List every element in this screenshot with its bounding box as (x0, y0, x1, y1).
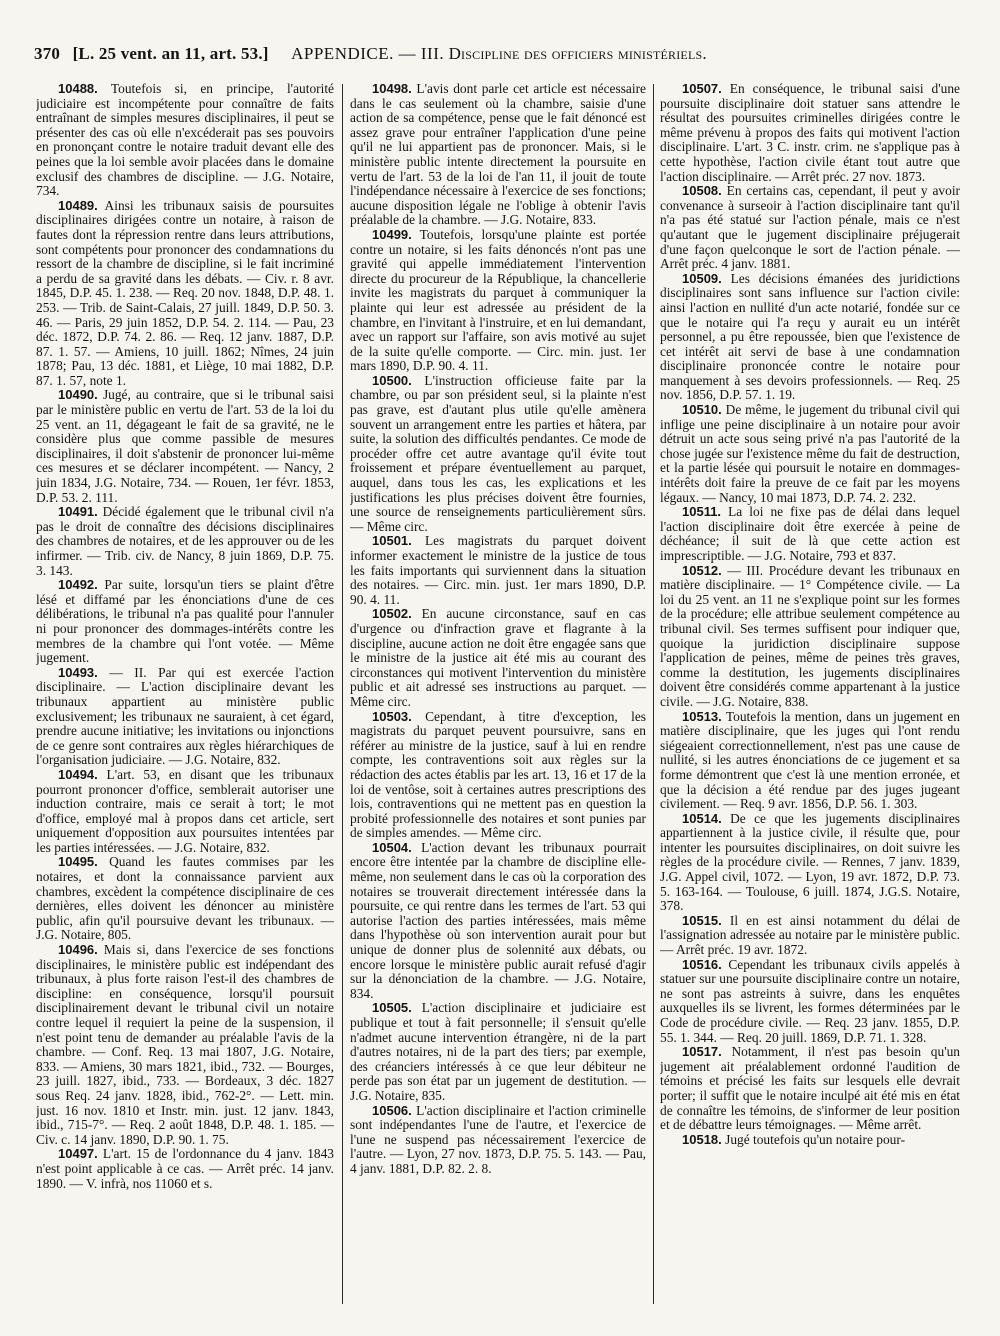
paragraph (36, 1147, 334, 1191)
paragraph-number: 10518. (682, 1131, 722, 1147)
paragraph (660, 82, 960, 184)
paragraph-number: 10509. (682, 270, 722, 286)
paragraph-number: 10506. (372, 1102, 412, 1118)
paragraph (660, 505, 960, 563)
paragraph-number: 10490. (58, 387, 98, 403)
law-reference: [L. 25 vent. an 11, art. 53.] (72, 44, 269, 63)
paragraph (36, 505, 334, 578)
paragraph-text: — II. Par qui est exercée l'action disciplinaire. — L'action disciplinaire devant les tribunaux appartient au ministère public exclusivement; les tribunaux ne sauraient, à cet égard, prendre aucune initiative; les invitations ou injonctions de ce genre sont contraires aux règles hiérarchiques de l'organisation judiciaire. — J.G. Notaire, 832. (36, 664, 334, 768)
paragraph-text: En aucune circonstance, sauf en cas d'urgence ou d'infraction grave et flagrante à la discipline, aucune action ne doit être engagée sans que le ministre de la justice ait été mis au courant des circonstances qui motivent l'intervention du ministère public et ait adressé ses instructions au parquet. — Même circ. (350, 606, 646, 709)
paragraph-number: 10516. (682, 956, 722, 972)
paragraph-number: 10504. (372, 839, 412, 855)
paragraph (660, 710, 960, 812)
paragraph (36, 855, 334, 943)
paragraph-number: 10508. (682, 183, 722, 199)
paragraph-text: — III. Procédure devant les tribunaux en matière disciplinaire. — 1° Compétence civile. — La loi du 25 vent. an 11 ne s'explique point sur les formes de la procédure; elle attribue seulement compétence au tribunal civil. Ses termes suffisent pour indiquer que, quoique la juridiction disciplinaire suppose l'application de peines, même de peines très graves, comme la destitution, les jugements disciplinaires doivent être considérés comme appartenant à la justice civile. — J.G. Notaire, 838. (660, 562, 960, 709)
text-column-right (660, 82, 960, 1322)
paragraph-text: Par suite, lorsqu'un tiers se plaint d'être lésé et diffamé par les énonciations d'une de ces délibérations, le tribunal n'a pas qualité pour l'annuler ni pour prononcer des dommages-intérêts contre les membres de la chambre qui l'ont votée. — Même jugement. (36, 577, 334, 666)
paragraph-text: Jugé toutefois qu'un notaire pour- (725, 1131, 906, 1147)
paragraph (36, 666, 334, 768)
paragraph-number: 10510. (682, 402, 722, 418)
page-header (34, 44, 974, 70)
paragraph (350, 841, 646, 1002)
paragraph-number: 10488. (58, 82, 98, 96)
paragraph-number: 10512. (682, 562, 722, 578)
paragraph-text: De même, le jugement du tribunal civil qui inflige une peine disciplinaire à un notaire pour avoir détruit un acte sous seing privé n'a pas l'autorité de la chose jugée sur l'existence même du fait de destruction, et la partie lésée qui poursuit le notaire en dommages-intérêts doit faire la preuve de ce fait par les moyens légaux. — Nancy, 10 mai 1873, D.P. 74. 2. 232. (660, 402, 960, 505)
paragraph-text: La loi ne fixe pas de délai dans lequel l'action disciplinaire doit être exercée à peine de déchéance; il suit de là que cette action est imprescriptible. — J.G. Notaire, 793 et 837. (660, 504, 960, 563)
paragraph-number: 10507. (682, 82, 722, 96)
paragraph-text: Toutefois la mention, dans un jugement en matière disciplinaire, que les juges qui l'ont rendu siégeaient correctionnellement, n'est pas une cause de nullité, si les autres énonciations de ce jugement et sa forme démontrent que c'est là une mention erronée, et que la décision a été rendue par des juges jugeant civilement. — Req. 9 avr. 1856, D.P. 56. 1. 303. (660, 708, 960, 812)
text-column-left (36, 82, 334, 1322)
paragraph-number: 10517. (682, 1044, 722, 1060)
paragraph-number: 10496. (58, 942, 98, 958)
paragraph-number: 10515. (682, 912, 722, 928)
paragraph (350, 1104, 646, 1177)
paragraph (660, 272, 960, 403)
paragraph-number: 10498. (372, 82, 412, 96)
paragraph (36, 768, 334, 856)
page-subtitle: Discipline des officiers ministériels. (448, 44, 707, 63)
paragraph-text: Les magistrats du parquet doivent informer exactement le ministre de la justice de tous les faits importants qui surviennent dans la situation des notaires. — Circ. min. just. 1er mars 1890, D.P. 90. 4. 11. (350, 533, 646, 607)
paragraph-text: L'action devant les tribunaux pourrait encore être intentée par la chambre de discipline elle-même, non seulement dans le cas où la corporation des notaires se trouverait directement intéressée dans la poursuite, ce qui rentre dans les termes de l'art. 53 qui autorise l'action des parties intéressées, mais même dans l'hypothèse où son intervention aurait pour but unique de donner plus de solennité aux débats, ou encore lorsque le ministère public aurait refusé d'agir sur la dénonciation de la chambre. — J.G. Notaire, 834. (350, 839, 646, 1001)
paragraph-text: De ce que les jugements disciplinaires appartiennent à la justice civile, il résulte que, pour intenter les poursuites disciplinaires, on doit suivre les règles de la procédure civile. — Rennes, 7 janv. 1839, J.G. Appel civil, 1072. — Lyon, 19 avr. 1872, D.P. 73. 5. 163-164. — Toulouse, 6 juill. 1874, J.G.S. Notaire, 378. (660, 810, 960, 914)
paragraph-text: Mais si, dans l'exercice de ses fonctions disciplinaires, le ministère public est indépendant des tribunaux, à plus forte raison l'est-il des chambres de discipline: en conséquence, lorsqu'il poursuit disciplinairement devant le tribunal civil un notaire contre lequel il requiert la peine de la suspension, il n'est point tenu de demander au préalable l'avis de la chambre. — Conf. Req. 13 mai 1807, J.G. Notaire, 833. — Amiens, 30 mars 1821, ibid., 732. — Bourges, 23 juill. 1827, ibid., 733. — Bordeaux, 3 déc. 1827 sous Req. 24 janv. 1828, ibid., 762-2°. — Lett. min. just. 16 nov. 1810 et Instr. min. just. 12 janv. 1843, ibid., 715-7°. — Req. 2 août 1848, D.P. 48. 1. 185. — Civ. c. 14 janv. 1890, D.P. 90. 1. 75. (36, 942, 334, 1147)
paragraph (36, 943, 334, 1147)
paragraph (36, 199, 334, 389)
paragraph-number: 10500. (372, 372, 412, 388)
paragraph (350, 82, 646, 228)
paragraph-number: 10505. (372, 1000, 412, 1016)
paragraph-number: 10494. (58, 766, 98, 782)
paragraph-text: Ainsi les tribunaux saisis de poursuites disciplinaires dirigées contre un notaire, à raison de fautes dont la répression rentre dans leurs attributions, sont compétents pour prononcer des condamnations du ressort de la chambre de discipline, si le fait incriminé a perdu de sa gravité dans les débats. — Civ. r. 8 avr. 1845, D.P. 45. 1. 238. — Req. 20 nov. 1848, D.P. 48. 1. 253. — Trib. de Saint-Calais, 27 juill. 1849, D.P. 50. 3. 46. — Paris, 29 juin 1852, D.P. 54. 2. 114. — Pau, 23 déc. 1872, D.P. 74. 2. 86. — Req. 12 janv. 1887, D.P. 87. 1. 57. — Amiens, 10 juill. 1862; Nîmes, 24 juin 1878; Pau, 13 déc. 1881, et Liège, 10 mai 1882, D.P. 87. 1. 57, note 1. (36, 197, 334, 388)
paragraph-text: En certains cas, cependant, il peut y avoir convenance à surseoir à l'action disciplinaire tant qu'il n'a pas été statué sur l'action pénale, mais ce n'est qu'autant que le jugement disciplinaire préjugerait d'une façon quelconque le sort de l'action pénale. — Arrêt préc. 4 janv. 1881. (660, 183, 960, 272)
paragraph-text: Notamment, il n'est pas besoin qu'un jugement ait préalablement ordonné l'audition de témoins et précisé les faits sur lesquels elle devrait porter; il suffit que le notaire inculpé ait été mis en état de connaître les témoins, de s'informer de leur position et de débattre leurs témoignages. — Même arrêt. (660, 1044, 960, 1133)
paragraph-text: Il en est ainsi notamment du délai de l'assignation adressée au notaire par le ministère public. — Arrêt préc. 19 avr. 1872. (660, 912, 960, 958)
text-column-middle (350, 82, 646, 1322)
paragraph-text: Cependant les tribunaux civils appelés à statuer sur une poursuite disciplinaire contre un notaire, ne sont pas astreints à suivre, dans les enquêtes auxquelles ils se livrent, les formes déterminées par le Code de procédure civile. — Req. 23 janv. 1855, D.P. 55. 1. 344. — Req. 20 juill. 1869, D.P. 71. 1. 328. (660, 956, 960, 1045)
paragraph-number: 10511. (682, 504, 722, 520)
paragraph-text: L'instruction officieuse faite par la chambre, ou par son président seul, si la plainte n'est pas grave, est d'autant plus utile qu'elle amènera souvent un arrangement entre les parties et hâtera, par suite, la solution des difficultés pendantes. Ce mode de procéder offre cet autre avantage qu'il évite tout froissement et prépare éventuellement au parquet, auquel, dans tous les cas, les explications et les justifications les plus précises doivent être fournies, une source de renseignements particulièrement sûrs. — Même circ. (350, 372, 646, 534)
paragraph-text: L'avis dont parle cet article est nécessaire dans le cas seulement où la chambre, saisie d'une action de sa compétence, pense que le fait dénoncé est assez grave pour entraîner l'application d'une peine qu'il ne lui appartient pas de prononcer. Mais, si le ministère public intente directement la poursuite en vertu de l'art. 53 de la loi de l'an 11, il jouit de toute l'indépendance nécessaire à l'exercice de ses fonctions; aucune disposition légale ne l'oblige à obtenir l'avis préalable de la chambre. — J.G. Notaire, 833. (350, 82, 646, 228)
paragraph-number: 10514. (682, 810, 722, 826)
paragraph (660, 564, 960, 710)
column-divider (342, 84, 343, 1304)
paragraph (350, 710, 646, 841)
column-divider (653, 84, 654, 1304)
paragraph (350, 534, 646, 607)
paragraph-number: 10502. (372, 606, 412, 622)
paragraph (660, 812, 960, 914)
paragraph (660, 1133, 960, 1148)
paragraph (660, 1045, 960, 1133)
paragraph-text: En conséquence, le tribunal saisi d'une poursuite disciplinaire doit statuer sans attendre le résultat des poursuites criminelles dirigées contre le même prévenu à propos des faits qui motivent l'action disciplinaire. L'art. 3 C. instr. crim. ne s'applique pas à cette hypothèse, l'action civile étant tout autre que l'action disciplinaire. — Arrêt préc. 27 nov. 1873. (660, 82, 960, 184)
paragraph-number: 10489. (58, 197, 98, 213)
paragraph-number: 10495. (58, 854, 98, 870)
paragraph-text: Cependant, à titre d'exception, les magistrats du parquet peuvent poursuivre, sans en référer au ministre de la justice, sauf à lui en rendre compte, les contraventions soit aux règles sur la rédaction des actes établis par les art. 13, 16 et 17 de la loi de ventôse, soit à certaines autres prescriptions des lois, contraventions qui ne mettent pas en question la probité professionnelle des notaires et sont punies par de simples amendes. — Même circ. (350, 708, 646, 841)
paragraph-number: 10513. (682, 708, 722, 724)
paragraph (350, 228, 646, 374)
paragraph (36, 82, 334, 199)
paragraph-number: 10499. (372, 226, 412, 242)
paragraph (36, 388, 334, 505)
page-title: APPENDICE. — III. (291, 44, 445, 63)
paragraph-number: 10492. (58, 577, 98, 593)
paragraph-text: Les décisions émanées des juridictions disciplinaires sont sans influence sur l'action civile: ainsi l'action en nullité d'un acte notarié, fondée sur ce que le notaire qui l'a reçu y aurait eu un intérêt personnel, a pu être repoussée, bien que l'existence de cet intérêt ait servi de base à une condamnation disciplinaire prononcée contre le notaire pour manquement à ses devoirs professionnels. — Req. 25 nov. 1856, D.P. 57. 1. 19. (660, 270, 960, 403)
paragraph (36, 578, 334, 666)
paragraph-number: 10503. (372, 708, 412, 724)
paragraph-text: Toutefois si, en principe, l'autorité judiciaire est incompétente pour connaître de faits entraînant de simples mesures disciplinaires, il peut se présenter des cas où elle n'excéderait pas ses pouvoirs en prononçant contre le notaire traduit devant elle des peines que la loi semble avoir placées dans le domaine exclusif des chambres de discipline. — J.G. Notaire, 734. (36, 82, 334, 199)
paragraph-number: 10501. (372, 533, 412, 549)
paragraph (350, 1001, 646, 1103)
paragraph (660, 184, 960, 272)
paragraph-text: L'action disciplinaire et l'action criminelle sont indépendantes l'une de l'autre, et l'exercice de l'une ne suspend pas nécessairement l'exercice de l'autre. — Lyon, 27 nov. 1873, D.P. 75. 5. 143. — Pau, 4 janv. 1881, D.P. 82. 2. 8. (350, 1102, 646, 1176)
paragraph-number: 10497. (58, 1146, 98, 1162)
paragraph (660, 403, 960, 505)
paragraph-text: L'art. 53, en disant que les tribunaux pourront prononcer d'office, semblerait autoriser une induction contraire, mais ce serait à tort; le mot d'office, employé mal à propos dans cet article, sert uniquement d'opposition aux poursuites intentées par les parties intéressées. — J.G. Notaire, 832. (36, 766, 334, 855)
paragraph-text: L'action disciplinaire et judiciaire est publique et tout à fait personnelle; il s'ensuit qu'elle n'admet aucune intervention étrangère, ni de la part d'autres notaires, ni de la part des tiers; par exemple, des créanciers intéressés à ce que leur débiteur ne perde pas son état par un jugement de destitution. — J.G. Notaire, 835. (350, 1000, 646, 1103)
paragraph-text: Quand les fautes commises par les notaires, et dont la connaissance parvient aux chambres, excèdent la compétence disciplinaire de ces dernières, elles doivent les dénoncer au ministère public, afin qu'il poursuive devant les tribunaux. — J.G. Notaire, 805. (36, 854, 334, 943)
paragraph (660, 958, 960, 1046)
paragraph-number: 10491. (58, 504, 98, 520)
paragraph (350, 374, 646, 535)
page-number: 370 (34, 44, 61, 63)
paragraph-text: Toutefois, lorsqu'une plainte est portée contre un notaire, si les faits dénoncés n'ont pas une gravité qui appelle immédiatement l'intervention directe du procureur de la République, la chancellerie invite les magistrats du parquet à communiquer la plainte qui leur est adressée au président de la chambre, en l'invitant à l'instruire, et en lui demandant, avec un rapport sur l'affaire, son avis motivé au sujet de la suite qu'elle comporte. — Circ. min. just. 1er mars 1890, D.P. 90. 4. 11. (350, 226, 646, 374)
paragraph-text: Décidé également que le tribunal civil n'a pas le droit de connaître des décisions disciplinaires des chambres de notaires, et de les approuver ou de les infirmer. — Trib. civ. de Nancy, 8 juin 1869, D.P. 75. 3. 143. (36, 504, 334, 578)
paragraph-text: L'art. 15 de l'ordonnance du 4 janv. 1843 n'est point applicable à ce cas. — Arrêt préc. 14 janv. 1890. — V. infrà, nos 11060 et s. (36, 1146, 334, 1191)
paragraph-text: Jugé, au contraire, que si le tribunal saisi par le ministère public en vertu de l'art. 53 de la loi du 25 vent. an 11, dégageant le fait de sa gravité, ne le considère plus que comme passible de mesures disciplinaires, il doit s'abstenir de prononcer lui-même ces mesures et se déclarer incompétent. — Nancy, 2 juin 1834, J.G. Notaire, 734. — Rouen, 1er févr. 1853, D.P. 53. 2. 111. (36, 387, 334, 505)
paragraph (660, 914, 960, 958)
paragraph-number: 10493. (58, 664, 98, 680)
paragraph (350, 607, 646, 709)
